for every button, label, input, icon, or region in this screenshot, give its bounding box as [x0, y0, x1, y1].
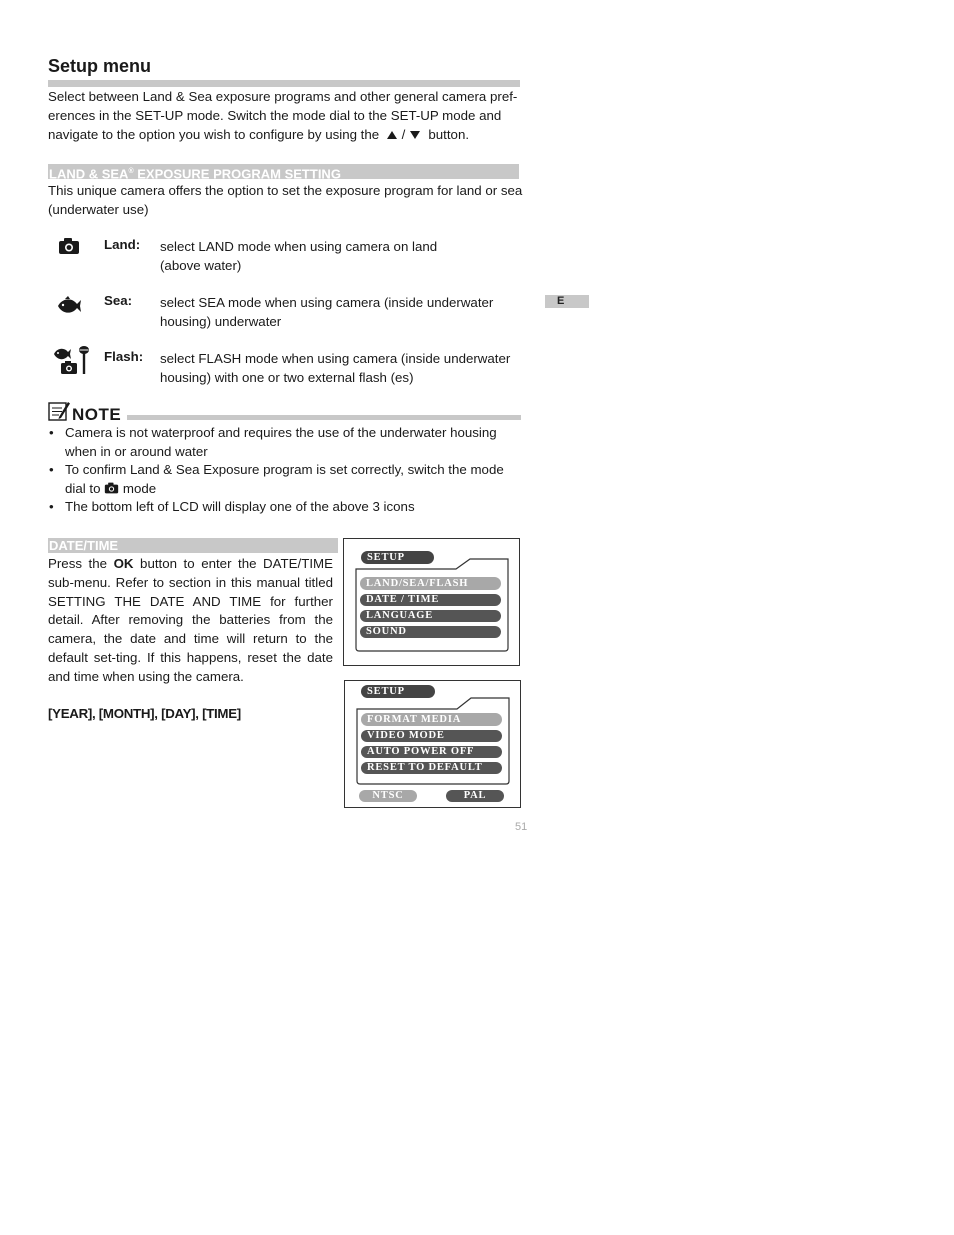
title-underline [48, 80, 520, 87]
mode-desc-flash: select FLASH mode when using camera (inside underwater housing) with one or two external flash (es) [160, 351, 511, 385]
note-bullet: • To confirm Land & Sea Exposure program is set correctly, switch the mode dial to mode [48, 461, 523, 498]
camera-icon [58, 237, 80, 255]
lcd-menu-item-date-time: DATE / TIME [360, 594, 501, 606]
page-number: 51 [515, 821, 528, 833]
fish-icon [56, 296, 82, 316]
fish-flash-icon [52, 345, 92, 375]
intro-line-1: Select between Land & Sea exposure programs and other general camera pref- [48, 89, 518, 104]
camera-icon [104, 482, 119, 494]
note-bullet-list [48, 424, 523, 517]
lcd-tab-setup: SETUP [361, 551, 434, 564]
lcd-menu-item-land-sea-flash: LAND/SEA/FLASH [360, 577, 501, 590]
lcd-setup-menu-1 [343, 538, 520, 666]
lcd-setup-menu-2 [344, 680, 521, 808]
lcd-menu-item-video-mode: VIDEO MODE [361, 730, 502, 742]
mode-label-land: Land: [104, 237, 141, 252]
date-time-body: Press the OK button to enter the DATE/TIME sub-menu. Refer to section in this manual titled SETTING THE DATE AND TIME for further detail. After removing the batteries from the camera, the date and time will return to the default set-ting. If this happens, reset the date and time when using the camera. [48, 556, 333, 684]
date-time-heading: DATE/TIME [48, 538, 338, 553]
down-arrow-icon [409, 130, 421, 140]
lcd-tab-setup: SETUP [361, 685, 435, 698]
note-bullet: • The bottom left of LCD will display one of the above 3 icons [48, 498, 523, 517]
lcd-menu-item-sound: SOUND [360, 626, 501, 638]
mode-label-flash: Flash: [104, 349, 144, 364]
intro-line-3: navigate to the option you wish to configure by using the / button. [48, 127, 470, 142]
language-tab-e: E [545, 295, 589, 308]
note-bullet: • Camera is not waterproof and requires the use of the underwater housing when in or around water [48, 424, 523, 461]
intro-line-2: erences in the SET-UP mode. Switch the mode dial to the SET-UP mode and [48, 108, 502, 123]
land-sea-heading: LAND & SEA® EXPOSURE PROGRAM SETTING [48, 164, 519, 179]
note-heading: NOTE [72, 405, 122, 424]
mode-desc-land: select LAND mode when using camera on land (above water) [160, 239, 438, 273]
up-arrow-icon [386, 130, 398, 140]
lcd-menu-item-format-media: FORMAT MEDIA [361, 713, 502, 726]
note-pad-icon [47, 400, 70, 422]
lcd-option-pal: PAL [446, 790, 504, 802]
mode-label-sea: Sea: [104, 293, 133, 308]
land-sea-description: This unique camera offers the option to set the exposure program for land or sea (underwater use) [48, 183, 523, 217]
intro-paragraph [48, 87, 523, 144]
date-time-format: [YEAR], [MONTH], [DAY], [TIME] [48, 706, 241, 721]
mode-desc-sea: select SEA mode when using camera (inside underwater housing) underwater [160, 295, 494, 329]
lcd-option-ntsc: NTSC [359, 790, 417, 802]
lcd-menu-item-reset-to-default: RESET TO DEFAULT [361, 762, 502, 774]
page-title: Setup menu [48, 56, 152, 76]
lcd-menu-item-language: LANGUAGE [360, 610, 501, 622]
lcd-menu-item-auto-power-off: AUTO POWER OFF [361, 746, 502, 758]
note-rule [127, 415, 521, 420]
